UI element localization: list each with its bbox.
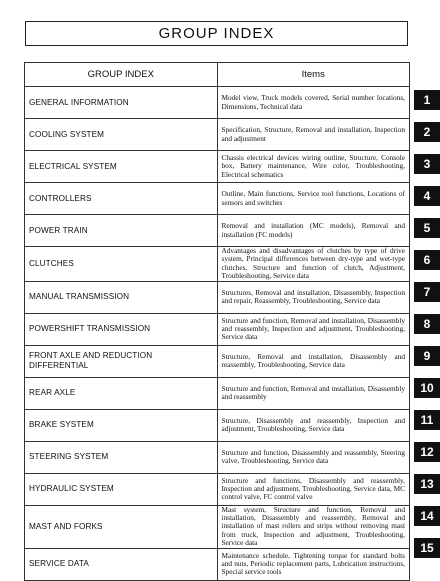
section-tab-15[interactable]: 15	[414, 538, 440, 558]
table-row	[25, 215, 410, 247]
table-row	[25, 441, 410, 473]
group-name-cell[interactable]: MANUAL TRANSMISSION	[25, 281, 218, 313]
group-name-cell[interactable]: ELECTRICAL SYSTEM	[25, 151, 218, 183]
section-tab-14[interactable]: 14	[414, 506, 440, 526]
section-tab-8[interactable]: 8	[414, 314, 440, 334]
group-name-cell[interactable]: CLUTCHES	[25, 247, 218, 282]
group-name-cell[interactable]: STEERING SYSTEM	[25, 441, 218, 473]
group-items-cell: Outline, Main functions, Service tool functions, Locations of sensors and switches	[217, 183, 410, 215]
section-tab-9[interactable]: 9	[414, 346, 440, 366]
group-items-cell: Structure and functions, Disassembly and reassembly, Inspection and adjustment, Troubleshooting, Service data, MC control valve, FC control valve	[217, 473, 410, 505]
group-name-cell[interactable]: CONTROLLERS	[25, 183, 218, 215]
table-row	[25, 247, 410, 282]
section-tab-13[interactable]: 13	[414, 474, 440, 494]
group-items-cell: Structure, Disassembly and reassembly, Inspection and adjustment, Troubleshooting, Service data	[217, 409, 410, 441]
group-name-cell[interactable]: FRONT AXLE AND REDUCTION DIFFERENTIAL	[25, 345, 218, 377]
section-tabs	[414, 0, 440, 578]
column-header-items: Items	[217, 63, 410, 87]
group-index-table	[24, 62, 410, 581]
group-items-cell: Chassis electrical devices wiring outline, Structure, Console box, Battery maintenance, Wire color, Troubleshooting, Electrical schematics	[217, 151, 410, 183]
table-row	[25, 151, 410, 183]
group-name-cell[interactable]: POWER TRAIN	[25, 215, 218, 247]
section-tab-4[interactable]: 4	[414, 186, 440, 206]
section-tab-6[interactable]: 6	[414, 250, 440, 270]
group-items-cell: Advantages and disadvantages of clutches by type of drive system, Principal differences between dry-type and wet-type clutches, Structure and function of clutch, Adjustment, Troubleshooting, Service data	[217, 247, 410, 282]
section-tab-3[interactable]: 3	[414, 154, 440, 174]
group-name-cell[interactable]: BRAKE SYSTEM	[25, 409, 218, 441]
group-items-cell: Structure, Removal and installation, Disassembly and reassembly, Troubleshooting, Service data	[217, 345, 410, 377]
group-items-cell: Maintenance schedule, Tightening torque for standard bolts and nuts, Periodic replacement parts, Lubrication instructions, Special service tools	[217, 548, 410, 580]
table-row	[25, 409, 410, 441]
table-row	[25, 183, 410, 215]
group-name-cell[interactable]: HYDRAULIC SYSTEM	[25, 473, 218, 505]
group-items-cell: Structure and function, Removal and installation, Disassembly and reassembly	[217, 377, 410, 409]
section-tab-5[interactable]: 5	[414, 218, 440, 238]
section-tab-2[interactable]: 2	[414, 122, 440, 142]
group-items-cell: Mast system, Structure and function, Removal and installation, Disassembly and reassembly, Removal and installation of mast rollers and strips without removing mast from truck, Inspection and adjustment, Troubleshooting, Service data	[217, 505, 410, 548]
table-header-row	[25, 63, 410, 87]
table-row	[25, 377, 410, 409]
table-row	[25, 548, 410, 580]
table-row	[25, 313, 410, 345]
group-items-cell: Model view, Truck models covered, Serial number locations, Dimensions, Technical data	[217, 87, 410, 119]
table-row	[25, 281, 410, 313]
section-tab-11[interactable]: 11	[414, 410, 440, 430]
section-tab-12[interactable]: 12	[414, 442, 440, 462]
page-title: GROUP INDEX	[25, 21, 408, 46]
table-row	[25, 345, 410, 377]
group-name-cell[interactable]: MAST AND FORKS	[25, 505, 218, 548]
group-items-cell: Specification, Structure, Removal and installation, Inspection and adjustment	[217, 119, 410, 151]
group-items-cell: Structures, Removal and installation, Disassembly, Inspection and repair, Reassembly, Troubleshooting, Service data	[217, 281, 410, 313]
section-tab-10[interactable]: 10	[414, 378, 440, 398]
group-items-cell: Structure and function, Removal and installation, Disassembly and reassembly, Inspection and adjustment, Troubleshooting, Service data	[217, 313, 410, 345]
group-name-cell[interactable]: REAR AXLE	[25, 377, 218, 409]
group-items-cell: Structure and function, Disassembly and reassembly, Steering valve, Troubleshooting, Service data	[217, 441, 410, 473]
table-row	[25, 505, 410, 548]
group-name-cell[interactable]: SERVICE DATA	[25, 548, 218, 580]
table-row	[25, 119, 410, 151]
table-row	[25, 87, 410, 119]
section-tab-7[interactable]: 7	[414, 282, 440, 302]
group-name-cell[interactable]: GENERAL INFORMATION	[25, 87, 218, 119]
column-header-group: GROUP INDEX	[25, 63, 218, 87]
group-items-cell: Removal and installation (MC models), Removal and installation (FC models)	[217, 215, 410, 247]
section-tab-1[interactable]: 1	[414, 90, 440, 110]
group-name-cell[interactable]: POWERSHIFT TRANSMISSION	[25, 313, 218, 345]
group-name-cell[interactable]: COOLING SYSTEM	[25, 119, 218, 151]
table-row	[25, 473, 410, 505]
